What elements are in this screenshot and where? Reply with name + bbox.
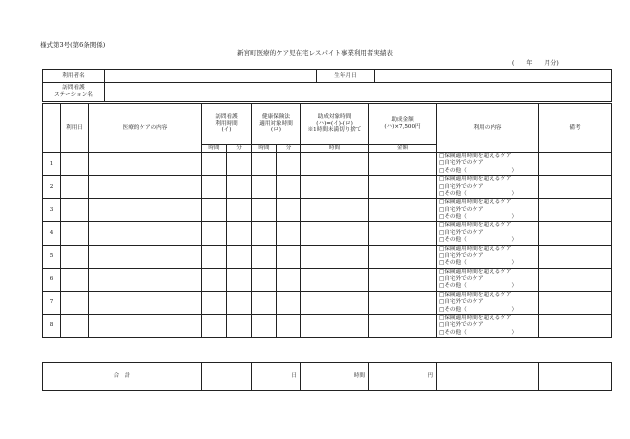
visit-minute-cell[interactable]	[227, 153, 252, 176]
total-yen[interactable]: 円	[369, 363, 437, 391]
usage-content-options	[437, 314, 539, 337]
table-row	[43, 153, 612, 176]
insurance-minute-cell[interactable]	[277, 268, 301, 291]
row-number: 6	[43, 268, 61, 291]
header-visit-hour: 時間	[202, 145, 227, 153]
birthdate-field[interactable]	[375, 70, 612, 83]
usage-option-checkbox[interactable]: □その他（ ）	[439, 190, 518, 197]
table-row	[43, 291, 612, 314]
usage-date-cell[interactable]	[61, 291, 89, 314]
report-period: ( 年 月分)	[512, 60, 559, 67]
header-amount: 金額	[369, 145, 437, 153]
usage-option-checkbox[interactable]: □保険適用時間を超えるケア	[439, 268, 512, 275]
header-subsidy-amount: 助成金額 (ハ)×7,500円	[369, 104, 437, 145]
visit-hour-cell[interactable]	[202, 245, 227, 268]
visit-minute-cell[interactable]	[227, 291, 252, 314]
insurance-minute-cell[interactable]	[277, 245, 301, 268]
care-content-cell[interactable]	[89, 222, 202, 245]
insurance-minute-cell[interactable]	[277, 153, 301, 176]
visit-minute-cell[interactable]	[227, 176, 252, 199]
visit-hour-cell[interactable]	[202, 268, 227, 291]
header-visit-time: 訪問看護 利用時間 (イ)	[202, 104, 252, 145]
header-insurance-hour: 時間	[252, 145, 277, 153]
insurance-hour-cell[interactable]	[252, 314, 277, 337]
usage-option-checkbox[interactable]: □保険適用時間を超えるケア	[439, 153, 512, 159]
care-content-cell[interactable]	[89, 268, 202, 291]
usage-content-options	[437, 199, 539, 222]
usage-option-checkbox[interactable]: □自宅外でのケア	[439, 160, 484, 167]
usage-content-options	[437, 291, 539, 314]
row-number: 5	[43, 245, 61, 268]
usage-content-options	[437, 153, 539, 176]
insurance-hour-cell[interactable]	[252, 176, 277, 199]
header-subsidy-time: 助成対象時間 (ハ)=(イ)-(ロ) ※1時間未満切り捨て	[301, 104, 369, 145]
visit-minute-cell[interactable]	[227, 199, 252, 222]
table-row	[43, 268, 612, 291]
subsidy-amount-cell[interactable]	[369, 153, 437, 176]
table-row	[43, 245, 612, 268]
subsidy-hours-cell[interactable]	[301, 199, 369, 222]
subsidy-amount-cell[interactable]	[369, 268, 437, 291]
usage-record-table	[42, 103, 612, 338]
remarks-cell[interactable]	[539, 222, 612, 245]
subsidy-hours-cell[interactable]	[301, 153, 369, 176]
visit-hour-cell[interactable]	[202, 314, 227, 337]
subsidy-amount-cell[interactable]	[369, 176, 437, 199]
total-usage-cell[interactable]	[437, 363, 539, 391]
care-content-cell[interactable]	[89, 199, 202, 222]
birthdate-label: 生年月日	[317, 70, 375, 83]
subsidy-hours-cell[interactable]	[301, 222, 369, 245]
insurance-minute-cell[interactable]	[277, 291, 301, 314]
subsidy-hours-cell[interactable]	[301, 176, 369, 199]
row-number: 1	[43, 153, 61, 176]
remarks-cell[interactable]	[539, 176, 612, 199]
table-row	[43, 176, 612, 199]
total-visit-cell[interactable]	[202, 363, 252, 391]
usage-content-options	[437, 222, 539, 245]
visit-hour-cell[interactable]	[202, 222, 227, 245]
care-content-cell[interactable]	[89, 176, 202, 199]
total-label: 合 計	[43, 363, 202, 391]
table-row	[43, 222, 612, 245]
usage-option-checkbox[interactable]: □自宅外でのケア	[439, 276, 484, 282]
insurance-minute-cell[interactable]	[277, 199, 301, 222]
care-content-cell[interactable]	[89, 314, 202, 337]
visit-minute-cell[interactable]	[227, 245, 252, 268]
header-insurance-time: 健康保険法 適用対象時間 (ロ)	[252, 104, 301, 145]
care-content-cell[interactable]	[89, 153, 202, 176]
header-usage-date: 利用日	[61, 104, 89, 153]
usage-option-checkbox[interactable]: □その他（ ）	[439, 329, 518, 336]
row-number: 2	[43, 176, 61, 199]
insurance-hour-cell[interactable]	[252, 245, 277, 268]
insurance-minute-cell[interactable]	[277, 222, 301, 245]
usage-option-checkbox[interactable]: □その他（ ）	[439, 214, 518, 220]
usage-option-checkbox[interactable]: □保険適用時間を超えるケア	[439, 176, 512, 183]
insurance-hour-cell[interactable]	[252, 199, 277, 222]
usage-option-checkbox[interactable]: □自宅外でのケア	[439, 206, 484, 213]
usage-option-checkbox[interactable]: □自宅外でのケア	[439, 299, 484, 306]
usage-option-checkbox[interactable]: □保険適用時間を超えるケア	[439, 245, 512, 252]
visit-minute-cell[interactable]	[227, 268, 252, 291]
user-info-table	[42, 69, 612, 102]
usage-content-options	[437, 176, 539, 199]
usage-option-checkbox[interactable]: □保険適用時間を超えるケア	[439, 222, 512, 229]
insurance-hour-cell[interactable]	[252, 268, 277, 291]
subsidy-hours-cell[interactable]	[301, 245, 369, 268]
subsidy-hours-cell[interactable]	[301, 291, 369, 314]
usage-content-options	[437, 268, 539, 291]
subsidy-hours-cell[interactable]	[301, 314, 369, 337]
remarks-cell[interactable]	[539, 199, 612, 222]
usage-option-checkbox[interactable]: □保険適用時間を超えるケア	[439, 291, 512, 298]
usage-option-checkbox[interactable]: □自宅外でのケア	[439, 229, 484, 236]
usage-option-checkbox[interactable]: □自宅外でのケア	[439, 252, 484, 259]
usage-option-checkbox[interactable]: □その他（ ）	[439, 167, 518, 174]
station-name-field[interactable]	[105, 83, 612, 102]
header-remarks: 備考	[539, 104, 612, 153]
row-number: 4	[43, 222, 61, 245]
user-name-field[interactable]	[105, 70, 317, 83]
insurance-hour-cell[interactable]	[252, 291, 277, 314]
insurance-minute-cell[interactable]	[277, 314, 301, 337]
visit-hour-cell[interactable]	[202, 199, 227, 222]
table-row	[43, 314, 612, 337]
total-hours[interactable]: 時間	[301, 363, 369, 391]
subsidy-amount-cell[interactable]	[369, 199, 437, 222]
table-row	[43, 199, 612, 222]
usage-date-cell[interactable]	[61, 314, 89, 337]
visit-minute-cell[interactable]	[227, 222, 252, 245]
usage-option-checkbox[interactable]: □自宅外でのケア	[439, 322, 484, 329]
usage-option-checkbox[interactable]: □保険適用時間を超えるケア	[439, 199, 512, 206]
remarks-cell[interactable]	[539, 153, 612, 176]
insurance-minute-cell[interactable]	[277, 176, 301, 199]
page-title: 新宮町医療的ケア児在宅レスパイト事業利用者実績表	[237, 49, 393, 57]
care-content-cell[interactable]	[89, 245, 202, 268]
usage-date-cell[interactable]	[61, 222, 89, 245]
usage-option-checkbox[interactable]: □その他（ ）	[439, 260, 518, 267]
header-row-number	[43, 104, 61, 153]
usage-option-checkbox[interactable]: □その他（ ）	[439, 306, 518, 313]
remarks-cell[interactable]	[539, 245, 612, 268]
usage-date-cell[interactable]	[61, 245, 89, 268]
care-content-cell[interactable]	[89, 291, 202, 314]
row-number: 7	[43, 291, 61, 314]
row-number: 8	[43, 314, 61, 337]
usage-option-checkbox[interactable]: □その他（ ）	[439, 283, 518, 290]
remarks-cell[interactable]	[539, 291, 612, 314]
usage-date-cell[interactable]	[61, 176, 89, 199]
visit-hour-cell[interactable]	[202, 291, 227, 314]
visit-hour-cell[interactable]	[202, 176, 227, 199]
header-insurance-minute: 分	[277, 145, 301, 153]
total-table	[42, 362, 612, 391]
usage-content-options	[437, 245, 539, 268]
subsidy-amount-cell[interactable]	[369, 222, 437, 245]
insurance-hour-cell[interactable]	[252, 222, 277, 245]
usage-option-checkbox[interactable]: □その他（ ）	[439, 237, 518, 244]
remarks-cell[interactable]	[539, 268, 612, 291]
user-name-label: 利用者名	[43, 70, 105, 83]
header-usage-content: 利用の内容	[437, 104, 539, 153]
visit-minute-cell[interactable]	[227, 314, 252, 337]
usage-option-checkbox[interactable]: □保険適用時間を超えるケア	[439, 314, 512, 321]
station-label: 訪問看護 ステーション名	[43, 83, 105, 102]
row-number: 3	[43, 199, 61, 222]
header-care-content: 医療的ケアの内容	[89, 104, 202, 153]
insurance-hour-cell[interactable]	[252, 153, 277, 176]
usage-option-checkbox[interactable]: □自宅外でのケア	[439, 183, 484, 190]
usage-date-cell[interactable]	[61, 153, 89, 176]
form-number: 様式第3号(第6条関係)	[40, 41, 106, 49]
total-days[interactable]: 日	[252, 363, 301, 391]
subsidy-amount-cell[interactable]	[369, 291, 437, 314]
subsidy-amount-cell[interactable]	[369, 314, 437, 337]
visit-hour-cell[interactable]	[202, 153, 227, 176]
usage-date-cell[interactable]	[61, 268, 89, 291]
usage-date-cell[interactable]	[61, 199, 89, 222]
header-subsidy-hours: 時間	[301, 145, 369, 153]
total-remarks-cell[interactable]	[539, 363, 612, 391]
remarks-cell[interactable]	[539, 314, 612, 337]
subsidy-hours-cell[interactable]	[301, 268, 369, 291]
header-visit-minute: 分	[227, 145, 252, 153]
subsidy-amount-cell[interactable]	[369, 245, 437, 268]
